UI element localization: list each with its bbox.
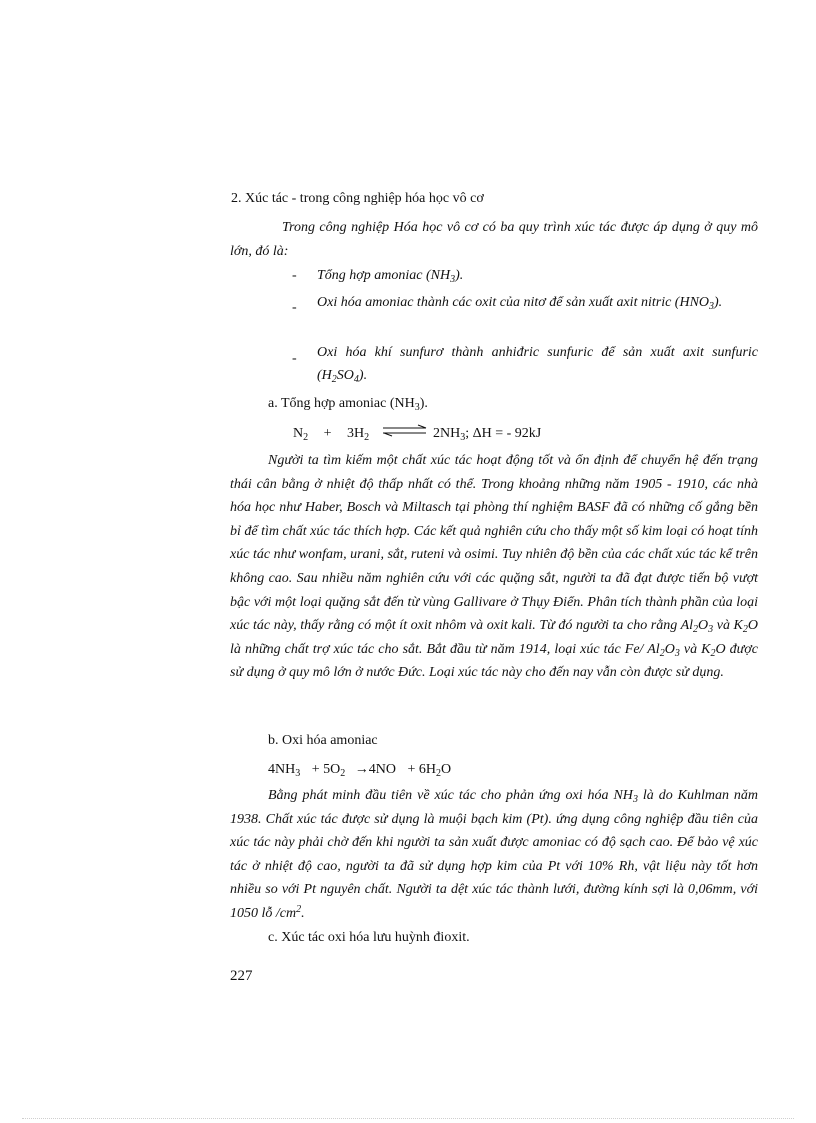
intro-text: Trong công nghiệp Hóa học vô cơ có ba quy trình xúc tác được áp dụng ở quy mô lớn, đó là: xyxy=(230,220,758,259)
bullet-dash-3: - xyxy=(292,351,297,366)
equation-ammonia-oxidation: $4NH_3 + 5O_2 \to 4NO + 6H_2O$ xyxy=(268,762,452,779)
bullet-dash-1: - xyxy=(292,268,297,283)
reaction-arrow-icon: → xyxy=(354,762,369,777)
bullet-1: Tổng hợp amoniac $(NH_3)$. xyxy=(317,268,464,285)
paragraph-ammonia-synthesis: Người ta tìm kiếm một chất xúc tác hoạt động tốt và ổn định để chuyển hệ đến trạng thái cân bằng ở nhiệt độ thấp nhất có thể. Trong khoảng những năm 1905 - 1910, các nhà hóa học như Haber, Bosch và Miltasch tại phòng thí nghiệm BASF đã có những cố gắng bền bỉ để tìm chất xúc tác thích hợp. Các kết quả nghiên cứu cho thấy một số kim loại có hoạt tính xúc tác như wonfam, urani, sắt, ruteni và osimi. Tuy nhiên độ bền của các chất xúc tác kể trên không cao. Sau nhiều năm nghiên cứu với các quặng sắt, người ta đã đạt được tiến bộ vượt bậc với một loại quặng sắt đến từ vùng Gallivare ở Thụy Điển. Phân tích thành phần của loại xúc tác này, thấy rằng có một ít oxit nhôm và oxit kali. Từ đó người ta cho rằng $Al_2O_3$ và $K_2O$ là những chất trợ xúc tác cho sắt. Bắt đầu từ năm 1914, loại xúc tác Fe/ $Al_2O_3$ và $K_2O$ được sử dụng ở quy mô lớn ở nước Đức. Loại xúc tác này cho đến nay vẫn còn được sử dụng. xyxy=(230,453,759,681)
equation-ammonia-products: $2NH_3$; ΔH = - 92kJ xyxy=(433,426,542,443)
equilibrium-arrows-icon xyxy=(382,424,428,438)
intro-paragraph xyxy=(230,216,758,263)
footer-dotted-line xyxy=(22,1118,794,1119)
bullet-dash-2: - xyxy=(292,300,297,315)
subsection-c-title: c. Xúc tác oxi hóa lưu huỳnh đioxit. xyxy=(268,930,470,945)
equation-ammonia-synthesis: $N_2 + 3H_2$ xyxy=(293,426,370,443)
paragraph-ammonia-oxidation: Bằng phát minh đầu tiên về xúc tác cho phản ứng oxi hóa $NH_3$ là do Kuhlman năm 1938. Chất xúc tác được sử dụng là muội bạch kim (Pt). ứng dụng công nghiệp đầu tiên của xúc tác này phải chờ đến khi người ta sản xuất được amoniac có độ sạch cao. Để bảo vệ xúc tác ở nhiệt độ cao, người ta đã sử dụng hợp kim của Pt với 10% Rh, vật liệu này tốt hơn nhiều so với Pt nguyên chất. Người ta dệt xúc tác thành lưới, đường kính sợi là 0,06mm, với 1050 lỗ $/cm^2$. xyxy=(230,788,759,921)
subsection-a-title: a. Tổng hợp amoniac $(NH_3)$. xyxy=(268,396,428,413)
bullet-2: Oxi hóa amoniac thành các oxit của nitơ để sản xuất axit nitric $(HNO_3)$. xyxy=(317,295,723,312)
section-title: 2. Xúc tác - trong công nghiệp hóa học vô cơ xyxy=(231,191,484,206)
page-number: 227 xyxy=(230,968,253,984)
bullet-3: Oxi hóa khí sunfurơ thành anhiđric sunfuric để sản xuất axit sunfuric $(H_2SO_4)$. xyxy=(317,345,758,385)
subsection-b-title: b. Oxi hóa amoniac xyxy=(268,733,378,748)
